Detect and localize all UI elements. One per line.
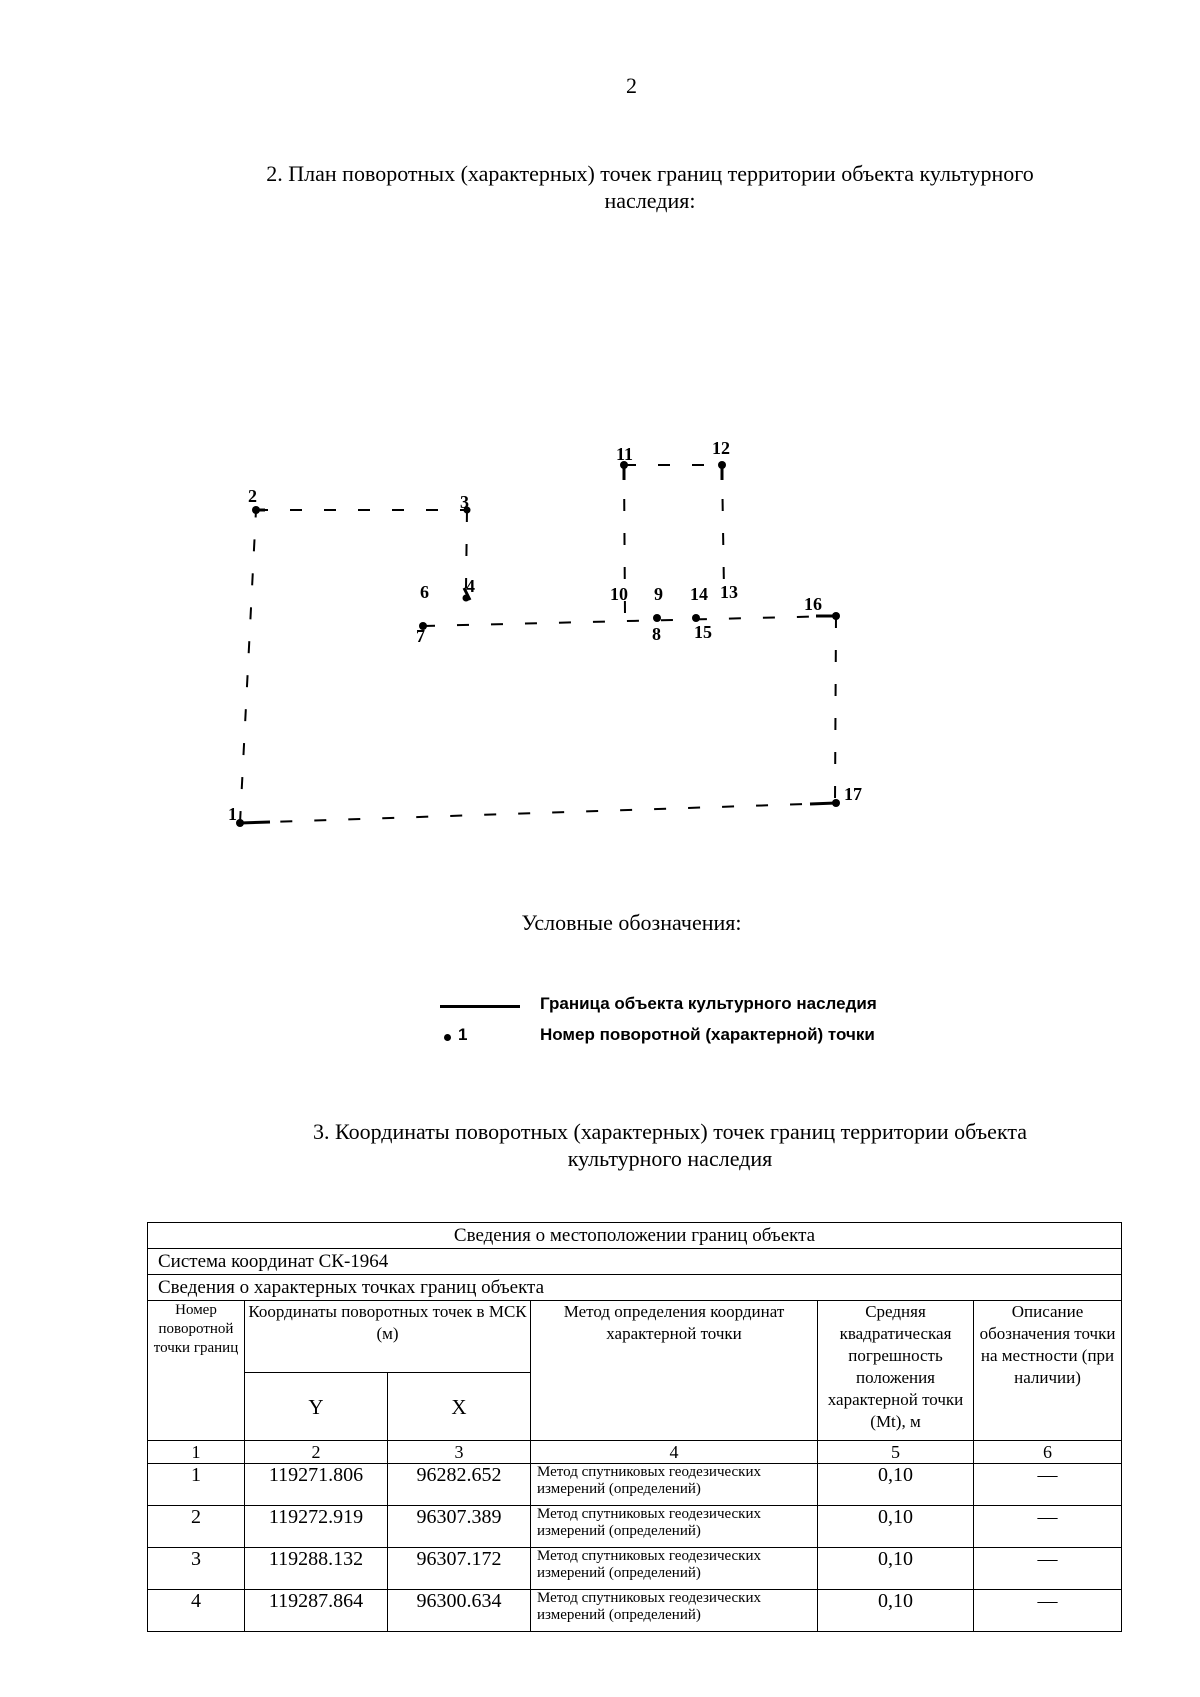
error-cell: 0,10 xyxy=(818,1464,974,1506)
point-label-17: 17 xyxy=(844,784,862,804)
header-error: Средняя квадратическая погрешность положения характерной точки (Mt), м xyxy=(818,1301,974,1441)
section-2-line-2: наследия: xyxy=(604,188,696,213)
description-cell: — xyxy=(974,1506,1122,1548)
x-cell: 96282.652 xyxy=(388,1464,531,1506)
header-x: X xyxy=(388,1373,531,1441)
method-cell: Метод спутниковых геодезических измерений (определений) xyxy=(531,1548,818,1590)
description-cell: — xyxy=(974,1548,1122,1590)
section-2-heading xyxy=(190,160,1110,214)
coordinates-table xyxy=(147,1222,1122,1632)
description-cell: — xyxy=(974,1464,1122,1506)
table-system: Система координат СК-1964 xyxy=(148,1249,1122,1275)
boundary-point xyxy=(653,614,661,622)
boundary-segment xyxy=(240,510,256,823)
point-label-15: 15 xyxy=(694,622,712,642)
point-label-2: 2 xyxy=(248,486,257,506)
point-label-16: 16 xyxy=(804,594,822,614)
header-coordinates: Координаты поворотных точек в МСК (м) xyxy=(245,1301,531,1373)
boundary-plan xyxy=(200,420,900,870)
header-method: Метод определения координат характерной точки xyxy=(531,1301,818,1441)
error-cell: 0,10 xyxy=(818,1590,974,1632)
section-3-line-2: культурного наследия xyxy=(567,1146,773,1171)
point-label-7: 7 xyxy=(416,626,425,646)
y-cell: 119272.919 xyxy=(245,1506,388,1548)
method-cell: Метод спутниковых геодезических измерений (определений) xyxy=(531,1506,818,1548)
boundary-point xyxy=(832,612,840,620)
boundary-segment xyxy=(722,465,724,590)
col-number: 5 xyxy=(818,1441,974,1464)
legend-boundary-label: Граница объекта культурного наследия xyxy=(540,994,877,1013)
point-label-12: 12 xyxy=(712,438,730,458)
point-label-8: 8 xyxy=(652,624,661,644)
point-label-6: 6 xyxy=(420,582,429,602)
section-3-line-1: 3. Координаты поворотных (характерных) точек границ территории объекта xyxy=(313,1119,1027,1144)
point-number-cell: 4 xyxy=(148,1590,245,1632)
col-number: 6 xyxy=(974,1441,1122,1464)
error-cell: 0,10 xyxy=(818,1506,974,1548)
point-label-13: 13 xyxy=(720,582,738,602)
header-description: Описание обозначения точки на местности (при наличии) xyxy=(974,1301,1122,1441)
boundary-segment xyxy=(240,803,836,823)
col-number: 4 xyxy=(531,1441,818,1464)
table-row xyxy=(148,1464,1122,1506)
error-cell: 0,10 xyxy=(818,1548,974,1590)
point-label-11: 11 xyxy=(616,444,634,464)
table-subtitle: Сведения о характерных точках границ объекта xyxy=(148,1275,1122,1301)
table-title: Сведения о местоположении границ объекта xyxy=(148,1223,1122,1249)
x-cell: 96307.172 xyxy=(388,1548,531,1590)
table-row xyxy=(148,1548,1122,1590)
description-cell: — xyxy=(974,1590,1122,1632)
y-cell: 119271.806 xyxy=(245,1464,388,1506)
y-cell: 119287.864 xyxy=(245,1590,388,1632)
legend-title: Условные обозначения: xyxy=(521,910,742,935)
legend-row-point xyxy=(440,1025,1000,1049)
header-point-number: Номер поворотной точки границ xyxy=(148,1301,245,1441)
point-number-cell: 1 xyxy=(148,1464,245,1506)
section-2-line-1: 2. План поворотных (характерных) точек границ территории объекта культурного xyxy=(266,161,1034,186)
x-cell: 96300.634 xyxy=(388,1590,531,1632)
col-number: 3 xyxy=(388,1441,531,1464)
point-label-4: 4 xyxy=(466,576,475,596)
boundary-point xyxy=(832,799,840,807)
point-label-1: 1 xyxy=(228,804,237,824)
col-number: 1 xyxy=(148,1441,245,1464)
point-label-10: 10 xyxy=(610,584,628,604)
boundary-segment xyxy=(423,616,836,626)
boundary-point xyxy=(692,614,700,622)
boundary-point xyxy=(236,819,244,827)
boundary-line-symbol xyxy=(440,1005,520,1008)
table-row xyxy=(148,1590,1122,1632)
section-3-heading xyxy=(230,1118,1110,1172)
point-label-3: 3 xyxy=(460,492,469,512)
legend-row-boundary xyxy=(440,994,1000,1018)
legend-point-number: 1 xyxy=(458,1025,468,1044)
point-number-cell: 2 xyxy=(148,1506,245,1548)
point-symbol-icon xyxy=(444,1034,451,1041)
boundary-segment xyxy=(835,616,836,803)
header-y: Y xyxy=(245,1373,388,1441)
col-number: 2 xyxy=(245,1441,388,1464)
tick-mark xyxy=(464,465,722,600)
method-cell: Метод спутниковых геодезических измерений (определений) xyxy=(531,1464,818,1506)
y-cell: 119288.132 xyxy=(245,1548,388,1590)
legend-point-label: Номер поворотной (характерной) точки xyxy=(540,1025,875,1044)
point-label-9: 9 xyxy=(654,584,663,604)
boundary-solid xyxy=(240,510,836,823)
boundary-point xyxy=(718,461,726,469)
point-number-cell: 3 xyxy=(148,1548,245,1590)
table-row xyxy=(148,1506,1122,1548)
page-number: 2 xyxy=(626,73,637,98)
method-cell: Метод спутниковых геодезических измерений (определений) xyxy=(531,1590,818,1632)
point-label-14: 14 xyxy=(690,584,708,604)
x-cell: 96307.389 xyxy=(388,1506,531,1548)
boundary-point xyxy=(252,506,260,514)
